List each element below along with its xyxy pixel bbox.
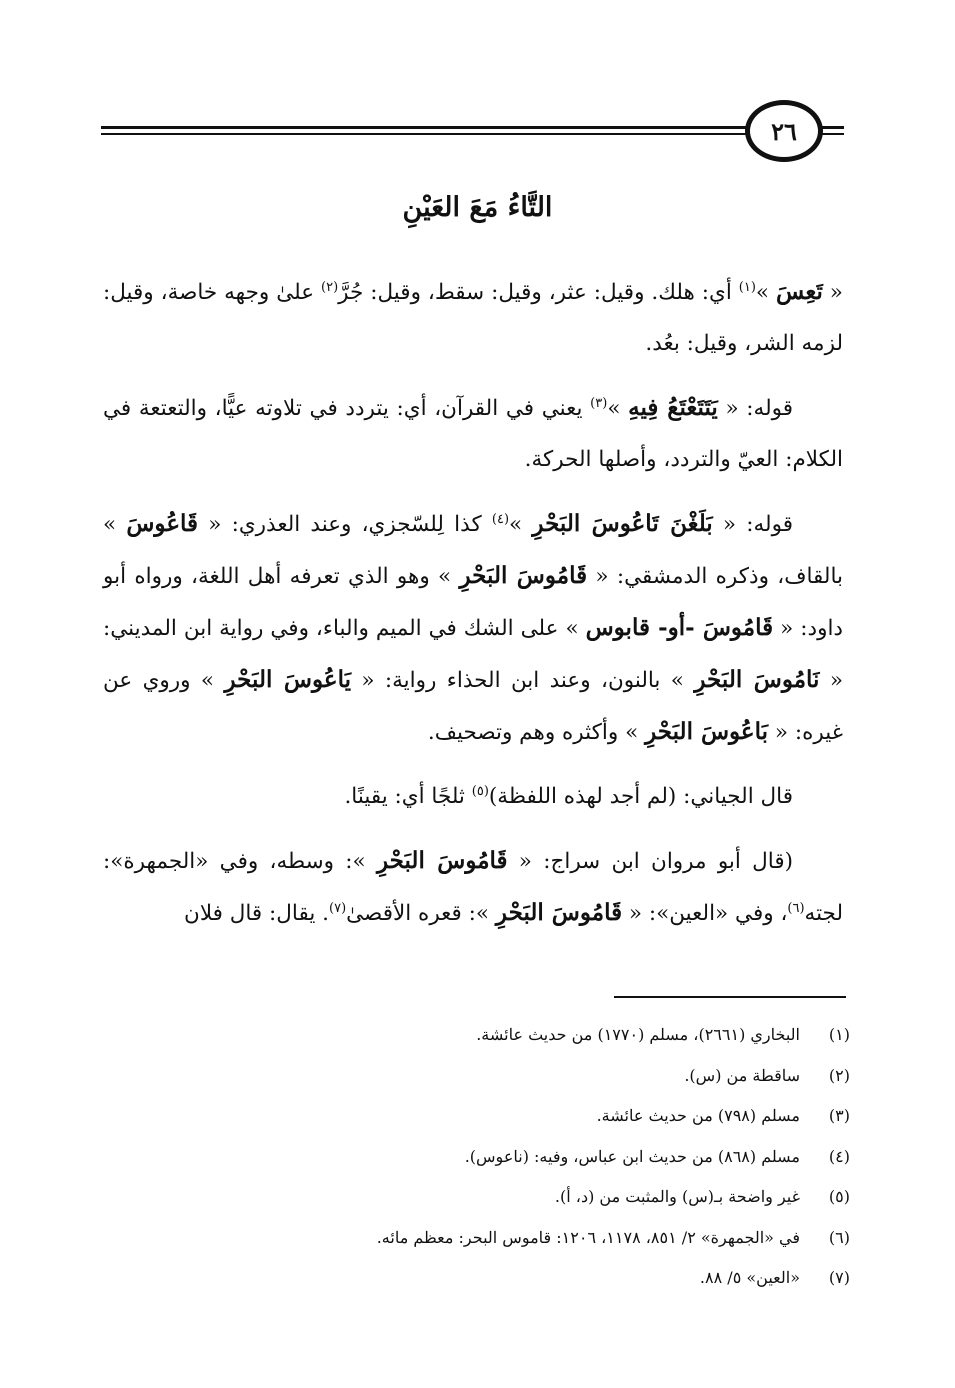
text-run: (قال أبو مروان ابن سراج: « <box>507 849 793 874</box>
text-run: » <box>755 280 777 305</box>
paragraph <box>103 382 843 485</box>
footnote-marker: (٦) <box>787 900 805 916</box>
hadith-term: قَامُوسَ البَحْرِ <box>495 899 623 926</box>
footnote-text: في «الجمهرة» ٢/ ٨٥١، ١١٧٨، ١٢٠٦: قاموس البحر: معظم مائه. <box>376 1227 800 1247</box>
footnote-number: (٣) <box>828 1106 850 1125</box>
footnote-text: ساقطة من (س). <box>684 1065 800 1085</box>
text-run: » <box>509 512 533 537</box>
text-run: « <box>822 280 843 305</box>
hadith-term: قَامُوسَ البَحْرِ <box>459 562 588 589</box>
footnotes <box>160 1015 850 1299</box>
footnote-text: غير واضحة بـ(س) والمثبت من (د، أ). <box>554 1187 800 1206</box>
text-run: ، وفي «العين»: « <box>622 901 788 926</box>
text-run: علىٰ وجهه خاصة، وقيل: لزمه الشر، وقيل: بعُد. <box>103 280 843 356</box>
footnote-number: (٥) <box>828 1187 850 1206</box>
footnote-marker: (٥) <box>471 783 489 799</box>
hadith-term: قَامُوسَ -أو- قابوس <box>585 614 774 641</box>
text-run: . يقال: قال فلان <box>184 901 329 926</box>
footnote <box>160 1177 850 1218</box>
text-run: كذا لِلسّجزي، وعند العذري: « <box>198 512 492 537</box>
hadith-term: قَاعُوسَ <box>126 510 199 537</box>
footnote-number: (٢) <box>828 1065 850 1085</box>
main-text <box>103 266 843 952</box>
hadith-term: بَلَغْنَ تَاعُوسَ البَحْرِ <box>532 510 713 537</box>
paragraph <box>103 266 843 369</box>
text-run: » وهو الذي تعرفه أهل اللغة، ورواه أبو داود: « <box>103 564 843 641</box>
footnote <box>160 1015 850 1056</box>
text-run: » على الشك في الميم والباء، وفي رواية ابن المديني: « <box>103 616 844 693</box>
header-rule-tail <box>820 126 844 138</box>
footnote-marker: (٧) <box>329 900 347 916</box>
hadith-term: تَعِسَ <box>776 278 823 305</box>
text-run: »: وسطه، وفي «الجمهرة»: لجته <box>103 849 843 926</box>
text-run: ثلجًا أي: يقينًا. <box>344 784 472 809</box>
hadith-term: يَتَتَعْتَعُ فِيهِ <box>628 394 718 421</box>
hadith-term: يَاعُوسَ البَحْرِ <box>224 666 351 693</box>
footnote-number: (٤) <box>828 1146 850 1166</box>
paragraph <box>103 498 843 758</box>
text-run: قوله: « <box>712 512 793 537</box>
footnote <box>160 1137 850 1178</box>
paragraph <box>103 835 843 939</box>
footnote-divider <box>614 996 846 998</box>
footnote-number: (٦) <box>828 1227 850 1247</box>
footnote-text: «العين» ٥/ ٨٨. <box>699 1268 800 1287</box>
footnote-marker: (٢) <box>321 279 339 295</box>
hadith-term: قَامُوسَ البَحْرِ <box>376 847 508 874</box>
footnote <box>160 1096 850 1137</box>
header-rule <box>101 126 751 138</box>
footnote-number: (٧) <box>828 1268 850 1287</box>
text-run: قال الجياني: (لم أجد لهذه اللفظة) <box>488 784 793 809</box>
text-run: قوله: « <box>717 396 794 421</box>
text-run: » بالنون، وعند ابن الحذاء رواية: « <box>351 668 695 693</box>
footnote-number: (١) <box>828 1025 850 1044</box>
footnote <box>160 1218 850 1259</box>
footnote-text: البخاري (٢٦٦١)، مسلم (١٧٧٠) من حديث عائشة. <box>476 1025 800 1044</box>
hadith-term: نَامُوسَ البَحْرِ <box>694 666 820 693</box>
footnote-text: مسلم (٧٩٨) من حديث عائشة. <box>596 1106 800 1125</box>
footnote <box>160 1056 850 1097</box>
text-run: » وأكثره وهم وتصحيف. <box>427 720 646 745</box>
text-run: » <box>607 396 629 421</box>
text-run: أي: هلك. وقيل: عثر، وقيل: سقط، وقيل: جُرَّ <box>338 280 739 305</box>
text-run: » بالقاف، وذكره الدمشقي: « <box>103 512 843 589</box>
section-title: التَّاءُ مَعَ العَيْنِ <box>402 192 553 223</box>
footnote <box>160 1258 850 1299</box>
text-run: يعني في القرآن، أي: يتردد في تلاوته عيًّا، والتعتعة في الكلام: العيّ والتردد، وأصلها الحركة. <box>103 396 843 472</box>
paragraph <box>103 771 843 822</box>
footnote-marker: (٣) <box>590 395 608 411</box>
page-number: ٢٦ <box>745 100 823 162</box>
footnote-marker: (٤) <box>491 511 510 527</box>
text-run: » وروي عن غيره: « <box>103 668 843 745</box>
footnote-marker: (١) <box>738 279 756 295</box>
text-run: »: قعره الأقصىٰ <box>346 901 496 926</box>
footnote-text: مسلم (٨٦٨) من حديث ابن عباس، وفيه: (ناعوس). <box>464 1146 800 1166</box>
hadith-term: بَاعُوسَ البَحْرِ <box>645 718 769 745</box>
